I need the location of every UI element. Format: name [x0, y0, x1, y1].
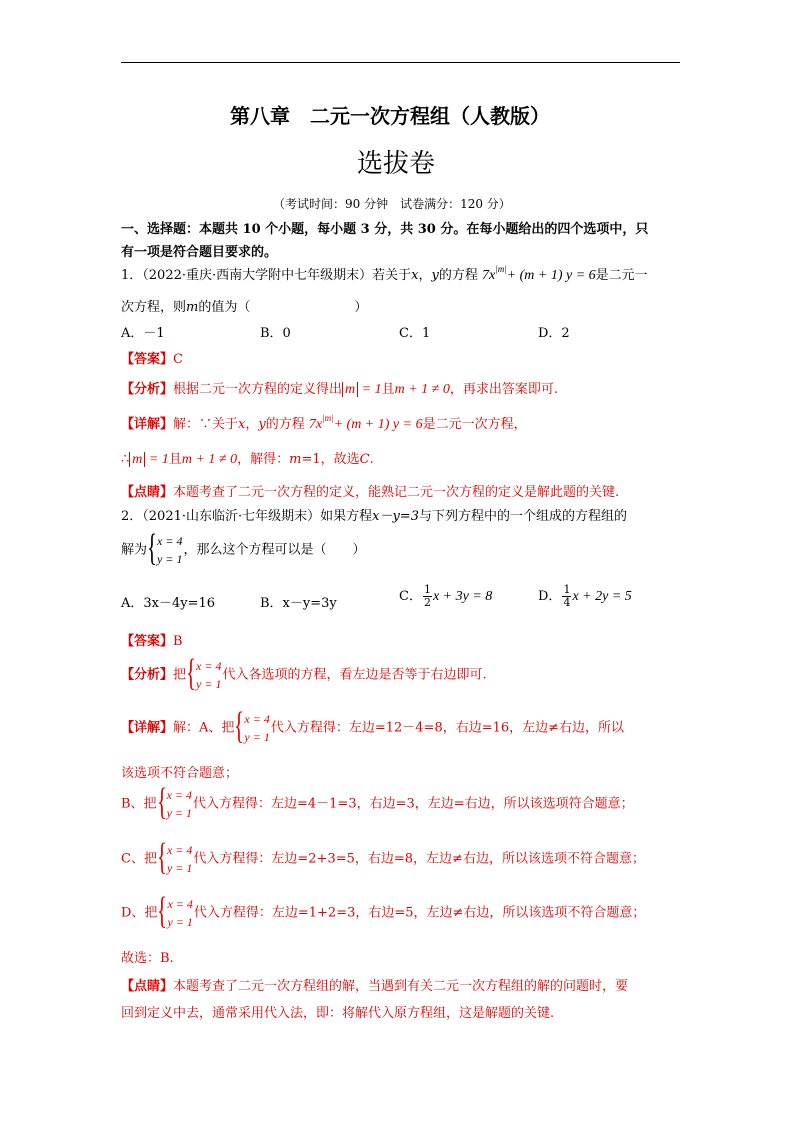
q1-stem-line1: 1．（2022·重庆·西南大学附中七年级期末）若关于x，y的方程 $7x^{|m|}+ (m + 1) y = 6$是二元一 [121, 264, 648, 283]
q2-detail-a-cont: 该选项不符合题意； [121, 766, 239, 781]
q2-answer: 【答案】B [121, 634, 183, 649]
q2-solution-system: { x = 4 y = 1 [148, 532, 182, 568]
page-subtitle: 选拔卷 [357, 149, 436, 179]
q2-stem-line2: 解为 { x = 4 y = 1 ，那么这个方程可以是（ ） [121, 532, 365, 568]
q1-option-d: D．2 [538, 326, 570, 341]
q1-option-b: B．0 [260, 326, 291, 341]
q1-equation: $7x^{|m|}+ (m + 1) y = 6$ [482, 264, 596, 283]
q2-detail-c: C、把 { x = 4 y = 1 代入方程得：左边=2+3=5，右边=8，左边≠右边，所以该选项不符合题意； [121, 841, 645, 877]
q2-comment-line1: 【点睛】本题考查了二元一次方程组的解，当遇到有关二元一次方程组的解的问题时，要 [121, 979, 629, 994]
header-rule [121, 62, 680, 63]
q2-comment-line2: 回到定义中去，通常采用代入法，即：将解代入原方程组，这是解题的关键. [121, 1006, 555, 1021]
q2-detail-d: D、把 { x = 4 y = 1 代入方程得：左边=1+2=3，右边=5，左边≠右边，所以该选项不符合题意； [121, 895, 645, 931]
q2-stem-line1: 2．（2021·山东临沂·七年级期末）如果方程x－y=3与下列方程中的一个组成的方程组的 [121, 509, 627, 524]
section-heading-line1: 一、选择题：本题共 10 个小题，每小题 3 分，共 30 分。在每小题给出的四个选项中，只 [121, 222, 649, 237]
q2-option-a: A．3x－4y=16 [121, 596, 216, 611]
q1-analysis: 【分析】根据二元一次方程的定义得出 m = 1且m + 1 ≠ 0，再求出答案即可. [121, 382, 559, 397]
page-title: 第八章 二元一次方程组（人教版） [230, 104, 550, 128]
exam-info: （考试时间：90 分钟 试卷满分：120 分） [273, 197, 511, 211]
q1-option-a: A．－1 [121, 326, 165, 341]
q1-answer: 【答案】C [121, 352, 183, 367]
q2-option-d: D． $\frac{1}{4}$ x + 2y = 5 [538, 583, 632, 609]
q2-detail-b: B、把 { x = 4 y = 1 代入方程得：左边=4－1=3，右边=3，左边=右边，所以该选项符合题意； [121, 786, 634, 822]
q1-option-c: C．1 [399, 326, 431, 341]
q1-stem-line2: 次方程，则m的值为（ ） [121, 300, 368, 315]
section-heading-line2: 有一项是符合题目要求的。 [121, 245, 278, 260]
q2-analysis: 【分析】把 { x = 4 y = 1 代入各选项的方程，看左边是否等于右边即可. [121, 657, 487, 693]
q2-choose: 故选：B. [121, 951, 174, 966]
q1-comment: 【点睛】本题考查了二元一次方程的定义，能熟记二元一次方程的定义是解此题的关键. [121, 485, 620, 500]
q2-option-c: C． $\frac{1}{2}$ x + 3y = 8 [399, 583, 493, 609]
q1-detail: 【详解】解：∵关于x，y的方程 $7x^{|m|}+ (m + 1) y = 6$是二元一次方程， [121, 413, 527, 432]
q2-option-b: B．x－y=3y [260, 596, 337, 611]
q2-detail-a: 【详解】解：A、把 { x = 4 y = 1 代入方程得：左边=12－4=8，右边=16，左边≠右边，所以 [121, 710, 624, 746]
q1-conclusion: ∴ m = 1且m + 1 ≠ 0，解得：m=1，故选C. [121, 452, 374, 467]
